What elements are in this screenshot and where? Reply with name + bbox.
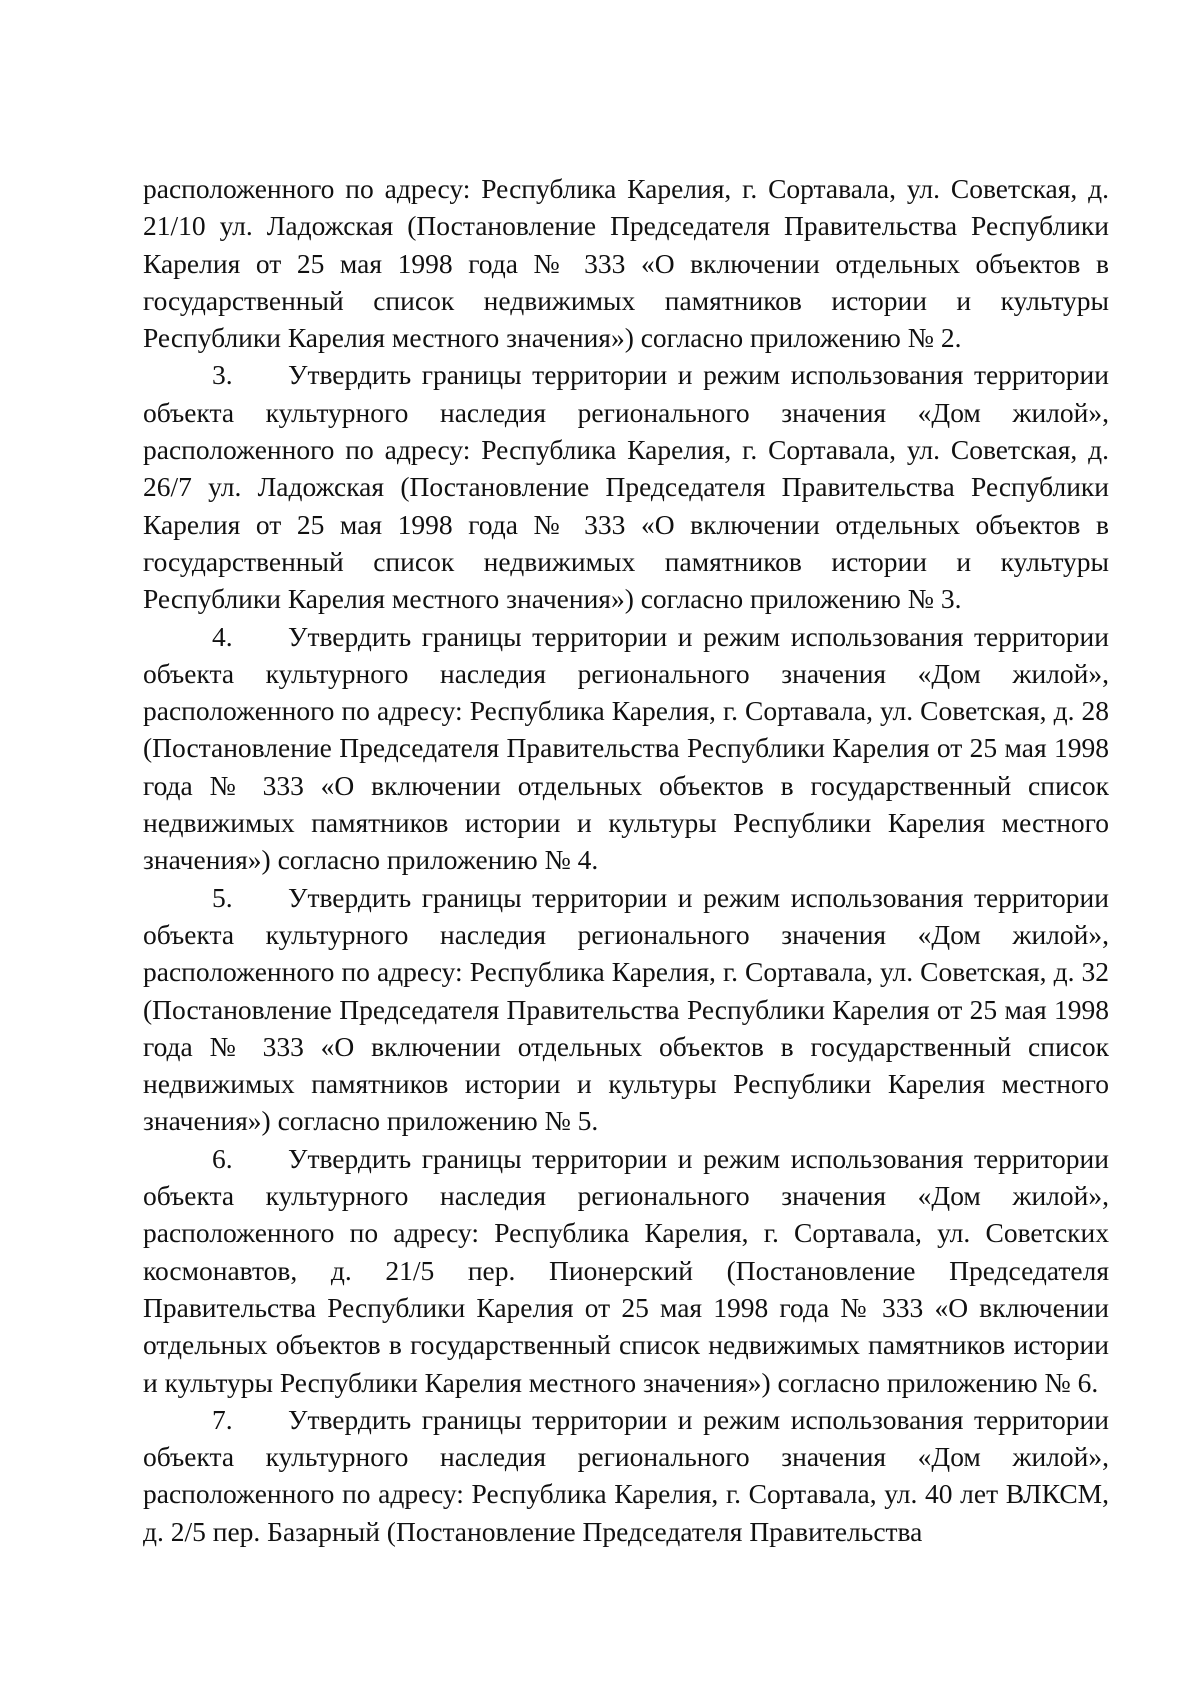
item-text: Утвердить границы территории и режим использования территории объекта культурного наследия регионального значения «Дом жилой», расположенного по адресу: Республика Карелия, г. Сортавала, ул. 40 лет ВЛКСМ, д. 2/5 пер. Базарный (Постановление Председателя Правительства xyxy=(143,1403,1109,1547)
item-text: Утвердить границы территории и режим использования территории объекта культурного наследия регионального значения «Дом жилой», расположенного по адресу: Республика Карелия, г. Сортавала, ул. Советская, д. 26/7 ул. Ладожская (Постановление Председателя Правительства Республики Карелия от 25 мая 1998 года № 333 «О включении отдельных объектов в государственный список недвижимых памятников истории и культуры Республики Карелия местного значения») согласно приложению № 3. xyxy=(143,359,1109,615)
item-number: 7. xyxy=(212,1403,233,1435)
paragraph-item-5 xyxy=(143,879,1109,1140)
paragraph-item-7 xyxy=(143,1401,1109,1550)
paragraph-item-6 xyxy=(143,1140,1109,1401)
item-number: 5. xyxy=(212,881,233,913)
document-body xyxy=(143,170,1109,1550)
item-number: 4. xyxy=(212,620,233,652)
item-number: 6. xyxy=(212,1142,233,1174)
paragraph-item-3 xyxy=(143,356,1109,617)
paragraph-continuation: расположенного по адресу: Республика Карелия, г. Сортавала, ул. Советская, д. 21/10 ул. Ладожская (Постановление Председателя Правительства Республики Карелия от 25 мая 1998 года № 333 «О включении отдельных объектов в государственный список недвижимых памятников истории и культуры Республики Карелия местного значения») согласно приложению № 2. xyxy=(143,173,1109,354)
item-text: Утвердить границы территории и режим использования территории объекта культурного наследия регионального значения «Дом жилой», расположенного по адресу: Республика Карелия, г. Сортавала, ул. Советская, д. 28 (Постановление Председателя Правительства Республики Карелия от 25 мая 1998 года № 333 «О включении отдельных объектов в государственный список недвижимых памятников истории и культуры Республики Карелия местного значения») согласно приложению № 4. xyxy=(143,620,1109,876)
item-number: 3. xyxy=(212,359,233,391)
item-text: Утвердить границы территории и режим использования территории объекта культурного наследия регионального значения «Дом жилой», расположенного по адресу: Республика Карелия, г. Сортавала, ул. Советских космонавтов, д. 21/5 пер. Пионерский (Постановление Председателя Правительства Республики Карелия от 25 мая 1998 года № 333 «О включении отдельных объектов в государственный список недвижимых памятников истории и культуры Республики Карелия местного значения») согласно приложению № 6. xyxy=(143,1142,1109,1398)
paragraph-item-4 xyxy=(143,618,1109,879)
item-text: Утвердить границы территории и режим использования территории объекта культурного наследия регионального значения «Дом жилой», расположенного по адресу: Республика Карелия, г. Сортавала, ул. Советская, д. 32 (Постановление Председателя Правительства Республики Карелия от 25 мая 1998 года № 333 «О включении отдельных объектов в государственный список недвижимых памятников истории и культуры Республики Карелия местного значения») согласно приложению № 5. xyxy=(143,881,1109,1137)
